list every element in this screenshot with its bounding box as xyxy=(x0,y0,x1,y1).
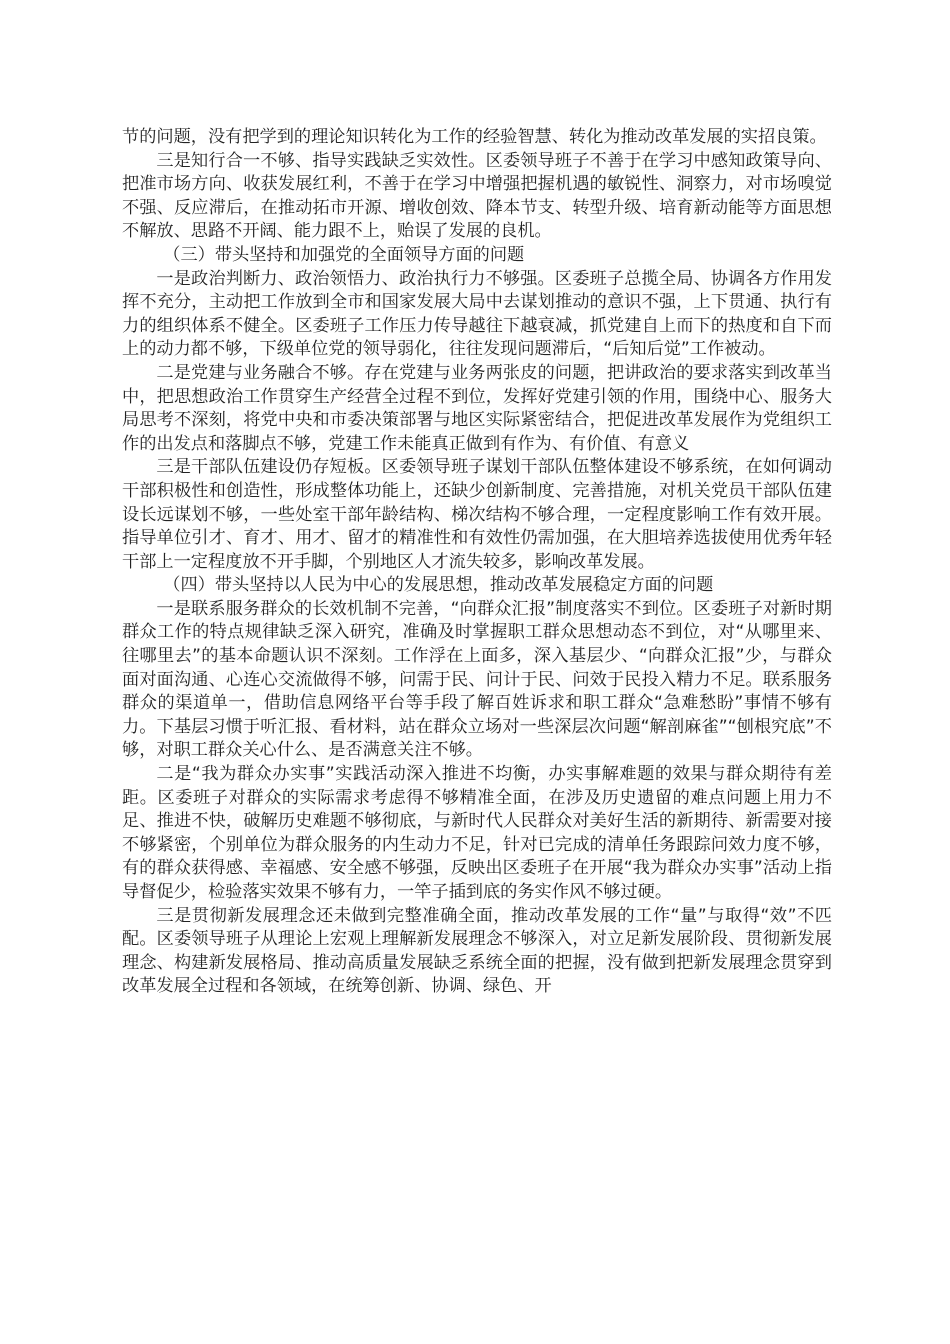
paragraph: 一是政治判断力、政治领悟力、政治执行力不够强。区委班子总揽全局、协调各方作用发挥不充分，主动把工作放到全市和国家发展大局中去谋划推动的意识不强，上下贯通、执行有力的组织体系不健全。区委班子工作压力传导越往下越衰减，抓党建自上而下的热度和自下而上的动力都不够，下级单位党的领导弱化，往往发现问题滞后，“后知后觉”工作被动。 xyxy=(122,268,832,360)
paragraph: 三是贯彻新发展理念还未做到完整准确全面，推动改革发展的工作“量”与取得“效”不匹配。区委领导班子从理论上宏观上理解新发展理念不够深入，对立足新发展阶段、贯彻新发展理念、构建新发展格局、推动高质量发展缺乏系统全面的把握，没有做到把新发展理念贯穿到改革发展全过程和各领域，在统筹创新、协调、绿色、开 xyxy=(122,905,832,997)
paragraph: 三是干部队伍建设仍存短板。区委领导班子谋划干部队伍整体建设不够系统，在如何调动干部积极性和创造性，形成整体功能上，还缺少创新制度、完善措施，对机关党员干部队伍建设长远谋划不够，一些处室干部年龄结构、梯次结构不够合理，一定程度影响工作有效开展。指导单位引才、育才、用才、留才的精准性和有效性仍需加强，在大胆培养选拔使用优秀年轻干部上一定程度放不开手脚，个别地区人才流失较多，影响改革发展。 xyxy=(122,457,832,572)
paragraph: 二是“我为群众办实事”实践活动深入推进不均衡，办实事解难题的效果与群众期待有差距。区委班子对群众的实际需求考虑得不够精准全面，在涉及历史遗留的难点问题上用力不足、推进不快，破解历史难题不够彻底，与新时代人民群众对美好生活的新期待、新需要对接不够紧密，个别单位为群众服务的内生动力不足，针对已完成的清单任务跟踪问效力度不够，有的群众获得感、幸福感、安全感不够强，反映出区委班子在开展“我为群众办实事”活动上指导督促少，检验落实效果不够有力，一竿子插到底的务实作风不够过硬。 xyxy=(122,764,832,902)
section-heading-4: （四）带头坚持以人民为中心的发展思想，推动改革发展稳定方面的问题 xyxy=(163,575,714,596)
paragraph: 一是联系服务群众的长效机制不完善，“向群众汇报”制度落实不到位。区委班子对新时期群众工作的特点规律缺乏深入研究，准确及时掌握职工群众思想动态不到位，对“从哪里来、往哪里去”的基本命题认识不深刻。工作浮在上面多，深入基层少、“向群众汇报”少，与群众面对面沟通、心连心交流做得不够，问需于民、问计于民、问效于民投入精力不足。联系服务群众的渠道单一，借助信息网络平台等手段了解百姓诉求和职工群众“急难愁盼”事情不够有力。下基层习惯于听汇报、看材料，站在群众立场对一些深层次问题“解剖麻雀”“刨根究底”不够，对职工群众关心什么、是否满意关注不够。 xyxy=(122,598,832,761)
section-heading-3: （三）带头坚持和加强党的全面领导方面的问题 xyxy=(163,244,525,265)
paragraph-continuation: 节的问题，没有把学到的理论知识转化为工作的经验智慧、转化为推动改革发展的实招良策。 xyxy=(122,127,827,147)
paragraph: 二是党建与业务融合不够。存在党建与业务两张皮的问题，把讲政治的要求落实到改革当中，把思想政治工作贯穿生产经营全过程不到位，发挥好党建引领的作用，围绕中心、服务大局思考不深刻，将党中央和市委决策部署与地区实际紧密结合，把促进改革发展作为党组织工作的出发点和落脚点不够，党建工作未能真正做到有作为、有价值、有意义 xyxy=(122,362,832,454)
document-page xyxy=(122,126,832,999)
paragraph: 三是知行合一不够、指导实践缺乏实效性。区委领导班子不善于在学习中感知政策导向、把准市场方向、收获发展红利，不善于在学习中增强把握机遇的敏锐性、洞察力，对市场嗅觉不强、反应滞后，在推动拓市开源、增收创效、降本节支、转型升级、培育新动能等方面思想不解放、思路不开阔、能力跟不上，贻误了发展的良机。 xyxy=(122,150,832,242)
